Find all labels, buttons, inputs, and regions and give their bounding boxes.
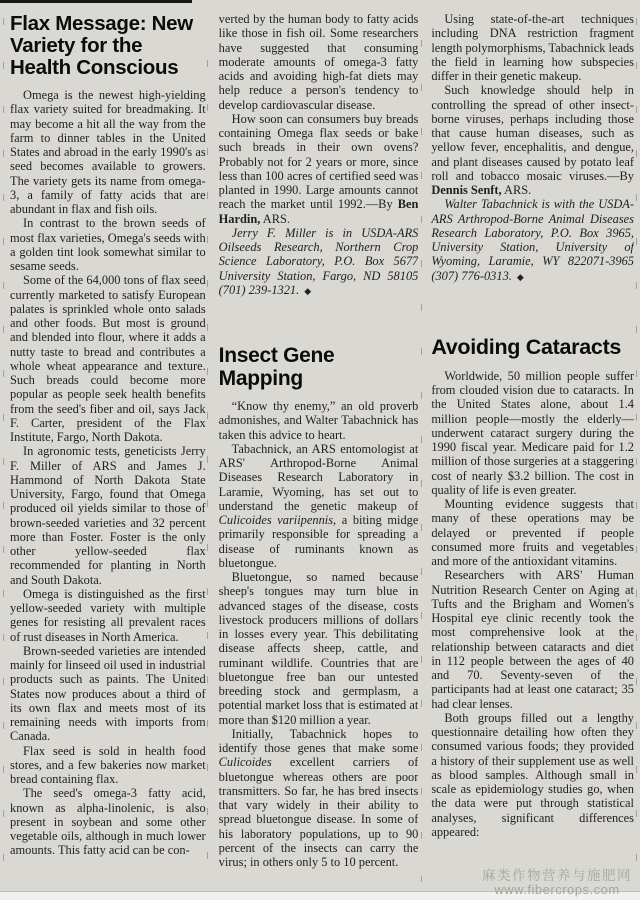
text-segment: Flax seed is sold in health food stores, and a few bakeries now market bread containing flax. xyxy=(10,743,206,786)
author-credit xyxy=(431,197,634,284)
text-segment: ARS. xyxy=(260,211,290,226)
text-segment: Jerry F. Miller is in USDA-ARS Oilseeds Research, Northern Crop Science Laboratory, P.O. Box 5677 University Station, Fargo, ND 58105 (701) 239-1321. xyxy=(218,225,419,297)
text-segment: Mounting evidence suggests that many of these operations may be delayed or prevented if people consumed more fruits and vegetables and more of the antioxidant vitamins. xyxy=(431,497,634,568)
body-paragraph xyxy=(431,711,634,839)
body-paragraph xyxy=(10,744,206,787)
text-segment: “Know thy enemy,” an old proverb admonishes, and Walter Tabachnick has taken this advice to heart. xyxy=(218,399,419,442)
body-paragraph xyxy=(10,587,206,644)
body-paragraph xyxy=(219,12,419,112)
flax-article-heading: Flax Message: New Variety for the Health Conscious xyxy=(10,12,193,79)
text-segment: Some of the 64,000 tons of flax seed currently marketed to satisfy European palates is sprinkled whole onto salads and other foods. But most is ground and blended into flour, where it adds a nutty taste to bread and contributes a whole wheat appearance and texture. Such breads could become more popular as people seek health benefits from the seed's fiber and oil, says Jack F. Carter, president of the Flax Institute, Fargo, North Dakota. xyxy=(10,273,206,444)
body-paragraph xyxy=(219,727,419,870)
text-segment: In agronomic tests, geneticists Jerry F. Miller of ARS and James J. Hammond of North Dakota State University, Fargo, found that Omega produced oil yields similar to those of brown-seeded varieties and 32 percent more than Foster. Foster is the only other yellow-seeded flax recommended for planting in North and South Dakota. xyxy=(10,444,206,587)
scan-artifact-gutter-1 xyxy=(207,60,208,882)
insect-article-heading: Insect Gene Mapping xyxy=(218,344,335,390)
text-segment: Ben Hardin, xyxy=(218,197,419,226)
text-segment: Researchers with ARS' Human Nutrition Research Center on Aging at Tufts and the Brigham and Women's Hospital eye clinic recently took the most comprehensive look at the relationship between cataracts and diet in 112 people between the ages of 40 and 70. Seventy-seven of the participants had at least one cataract; 35 had clear lenses. xyxy=(431,568,634,711)
text-segment: The seed's omega-3 fatty acid, known as alpha-linolenic, is also present in soybean and some other vegetable oils, although in much lower amounts. This fatty acid can be con- xyxy=(10,786,206,858)
text-segment: verted by the human body to fatty acids like those in fish oil. Some researchers have suggested that consuming moderate amounts of omega-3 fatty acids and avoiding high-fat diets may help reduce a person's tendency to develop cardiovascular disease. xyxy=(218,12,419,112)
text-segment: Walter Tabachnick is with the USDA-ARS Arthropod-Borne Animal Diseases Research Laboratory, P.O. Box 3965, University Station, University of Wyoming, Laramie, WY 822071-3965 (307) 776-0313. xyxy=(431,197,634,283)
text-segment: Dennis Senft, xyxy=(431,183,502,197)
body-paragraph xyxy=(431,12,634,83)
body-paragraph xyxy=(10,644,206,744)
text-segment: Omega is distinguished as the first yellow-seeded variety with multiple genes for resisting all prevalent races of rust diseases in North America. xyxy=(10,586,206,644)
text-segment: Culicoides xyxy=(218,755,272,770)
scan-artifact-left xyxy=(3,18,4,882)
body-paragraph xyxy=(10,216,206,273)
body-paragraph xyxy=(10,444,206,587)
cataracts-article-heading: Avoiding Cataracts xyxy=(431,334,622,359)
text-segment: Initially, Tabachnick hopes to identify those genes that make some xyxy=(218,726,419,755)
body-paragraph xyxy=(10,88,206,216)
text-segment: Such knowledge should help in controlling the spread of other insect-borne viruses, perhaps including those that cause human diseases, such as yellow fever, encephalitis, and dengue, and plant diseases caused by potato leaf roll and tobacco mosaic viruses.—By xyxy=(431,83,634,183)
text-segment: excellent carriers of bluetongue whereas others are poor transmitters. So far, he has bred insects that vary widely in their ability to spread bluetongue disease. In some of his laboratory populations, up to 90 percent of the insects can carry the virus; in others only 5 to 10 percent. xyxy=(218,755,419,869)
text-segment: Brown-seeded varieties are intended mainly for linseed oil used in industrial products such as paints. The United States now produces about a third of its own flax and meets most of its remaining needs with imports from Canada. xyxy=(10,643,206,744)
watermark-url: www.fibercrops.com xyxy=(494,882,620,897)
body-paragraph xyxy=(431,497,634,568)
column-1 xyxy=(10,10,206,893)
text-segment: ARS. xyxy=(501,183,532,197)
text-segment: Both groups filled out a lengthy questionnaire detailing how often they consumed various foods; they provided a history of their supplement use as well as blood samples. Although small in scale as epidemiology studies go, when the data were put through statistical analyses, significant differences appeared: xyxy=(431,710,634,839)
text-segment: Bluetongue, so named because sheep's tongues may turn blue in advanced stages of the disease, costs livestock producers millions of dollars in losses every year. This debilitating disease affects sheep, cattle, and ruminant wildlife. Countries that are bluetongue free ban our untested breeding stock and germplasm, a potential market loss that is estimated at more than $120 million a year. xyxy=(218,570,419,727)
text-segment: Tabachnick, an ARS entomologist at ARS' Arthropod-Borne Animal Diseases Research Laboratory in Laramie, Wyoming, has set out to understand the genetic makeup of xyxy=(218,441,419,513)
body-paragraph xyxy=(219,442,419,570)
body-paragraph xyxy=(431,83,634,197)
watermark xyxy=(482,869,632,897)
body-paragraph xyxy=(10,786,206,857)
text-segment: Worldwide, 50 million people suffer from clouded vision due to cataracts. In the United States alone, about 1.4 million people—mostly the elderly—underwent cataract surgery during the 1990 fiscal year. Medicare paid for 1.2 million of those surgeries at a staggering cost of nearly $3.2 billion. The cost in quality of life is even greater. xyxy=(431,368,634,497)
body-paragraph xyxy=(219,570,419,727)
text-segment: a biting midge primarily responsible for spreading a disease of ruminants known as bluetongue. xyxy=(218,513,419,570)
watermark-site-name: 麻类作物营养与施肥网 xyxy=(482,868,632,883)
column-3 xyxy=(431,10,634,892)
text-segment: Using state-of-the-art techniques including DNA restriction fragment length polymorphisms, Tabachnick leads the field in learning how subspecies differ in their genetic makeup. xyxy=(431,12,634,83)
text-segment: In contrast to the brown seeds of most flax varieties, Omega's seeds with a golden tint look somewhat similar to sesame seeds. xyxy=(10,216,206,273)
author-credit xyxy=(219,226,419,298)
text-segment: Culicoides variipennis, xyxy=(218,513,337,527)
column-2 xyxy=(219,10,419,892)
scan-artifact-gutter-2 xyxy=(421,40,422,882)
body-paragraph xyxy=(431,568,634,711)
text-segment: Omega is the newest high-yielding flax variety suited for breadmaking. It may become a hit all the way from the farm to dinner tables in the United States and abroad in the early 1990's as seed becomes available to growers. The variety gets its name from omega-3, a family of fatty acids that are abundant in flax and fish oils. xyxy=(10,88,206,216)
body-paragraph xyxy=(219,112,419,226)
scan-artifact-right xyxy=(636,18,637,882)
text-segment: How soon can consumers buy breads containing Omega flax seeds or bake such breads in their own ovens? Probably not for 2 years or more, since less than 100 acres of certified seed was planted in 1990. Large amounts cannot reach the market until 1992.—By xyxy=(218,111,419,212)
end-of-article-diamond-icon: ◆ xyxy=(516,271,524,282)
body-paragraph xyxy=(431,369,634,497)
body-paragraph xyxy=(10,273,206,444)
body-paragraph xyxy=(219,399,419,442)
end-of-article-diamond-icon: ◆ xyxy=(304,285,312,296)
